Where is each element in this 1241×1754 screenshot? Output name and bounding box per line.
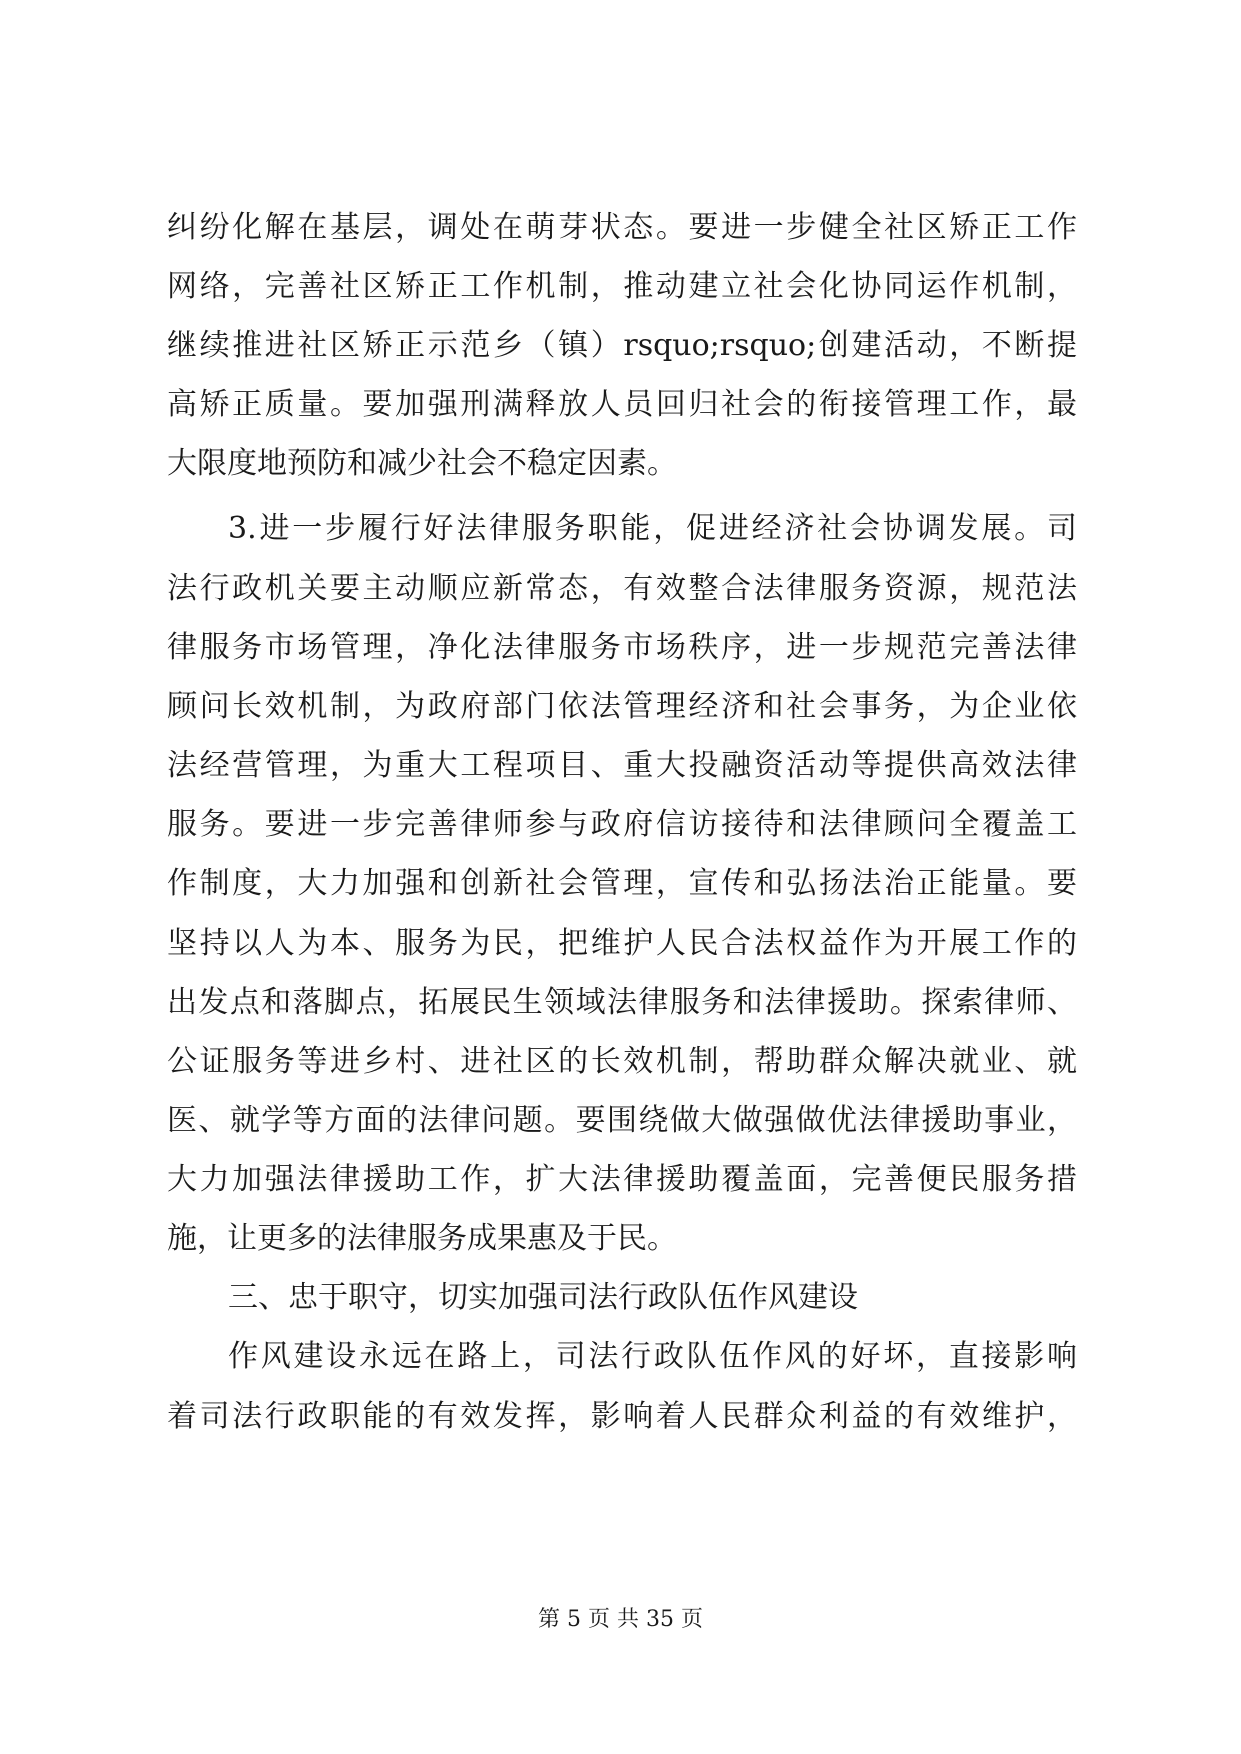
text-line: 作制度，大力加强和创新社会管理，宣传和弘扬法治正能量。要 (167, 866, 1077, 901)
page-number-footer: 第 5 页 共 35 页 (538, 1607, 703, 1632)
text-line: 施，让更多的法律服务成果惠及于民。 (167, 1221, 677, 1256)
text-line: 坚持以人为本、服务为民，把维护人民合法权益作为开展工作的 (167, 926, 1077, 961)
text-line: 高矫正质量。要加强刑满释放人员回归社会的衔接管理工作，最 (167, 387, 1077, 422)
text-line: 律服务市场管理，净化法律服务市场秩序，进一步规范完善法律 (167, 630, 1077, 665)
text-line: 服务。要进一步完善律师参与政府信访接待和法律顾问全覆盖工 (167, 807, 1077, 842)
text-line: 出发点和落脚点，拓展民生领域法律服务和法律援助。探索律师、 (167, 985, 1077, 1020)
text-line: 着司法行政职能的有效发挥，影响着人民群众利益的有效维护， (167, 1399, 1077, 1434)
paragraph-start-line: 3.进一步履行好法律服务职能，促进经济社会协调发展。司 (228, 511, 1077, 546)
text-line: 纠纷化解在基层，调处在萌芽状态。要进一步健全社区矫正工作 (167, 210, 1077, 245)
text-line: 公证服务等进乡村、进社区的长效机制，帮助群众解决就业、就 (167, 1044, 1077, 1079)
text-line: 继续推进社区矫正示范乡（镇）rsquo;rsquo;创建活动，不断提 (167, 328, 1077, 363)
paragraph-start-line: 作风建设永远在路上，司法行政队伍作风的好坏，直接影响 (228, 1339, 1077, 1374)
text-line: 大力加强法律援助工作，扩大法律援助覆盖面，完善便民服务措 (167, 1162, 1077, 1197)
text-line: 大限度地预防和减少社会不稳定因素。 (167, 446, 677, 481)
text-line: 顾问长效机制，为政府部门依法管理经济和社会事务，为企业依 (167, 689, 1077, 724)
text-line: 法经营管理，为重大工程项目、重大投融资活动等提供高效法律 (167, 748, 1077, 783)
text-line: 网络，完善社区矫正工作机制，推动建立社会化协同运作机制， (167, 269, 1077, 304)
text-line: 医、就学等方面的法律问题。要围绕做大做强做优法律援助事业， (167, 1103, 1077, 1138)
text-line: 法行政机关要主动顺应新常态，有效整合法律服务资源，规范法 (167, 571, 1077, 606)
section-heading: 三、忠于职守，切实加强司法行政队伍作风建设 (228, 1280, 858, 1315)
